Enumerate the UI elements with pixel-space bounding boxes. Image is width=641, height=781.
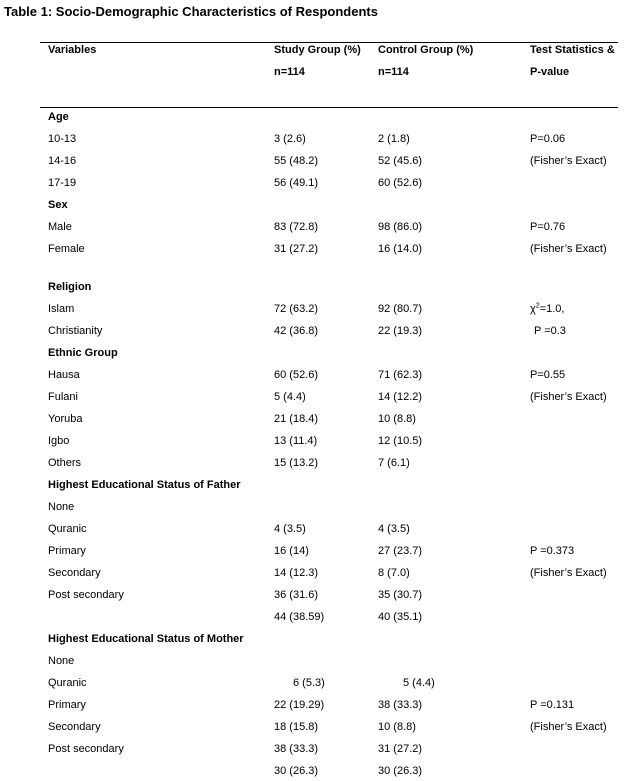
- row-label: Hausa: [48, 369, 80, 381]
- study-value: 30 (26.3): [274, 765, 319, 777]
- header-test-stats: Test Statistics &: [530, 44, 615, 56]
- row-label: Fulani: [48, 391, 78, 403]
- study-value: 3 (2.6): [274, 133, 306, 145]
- control-value: 7 (6.1): [378, 457, 410, 469]
- row-label: Male: [48, 221, 72, 233]
- row-label: Secondary: [48, 567, 101, 579]
- row-label: Yoruba: [48, 413, 83, 425]
- control-value: 30 (26.3): [378, 765, 423, 777]
- row-label: Igbo: [48, 435, 70, 447]
- test-stat: P =0.131: [530, 699, 575, 711]
- control-value: 71 (62.3): [378, 369, 423, 381]
- control-value: 35 (30.7): [378, 589, 423, 601]
- row-label: Primary: [48, 545, 86, 557]
- control-value: 12 (10.5): [378, 435, 423, 447]
- study-value: 31 (27.2): [274, 243, 319, 255]
- row-label: Christianity: [48, 325, 103, 337]
- control-value: 14 (12.2): [378, 391, 423, 403]
- row-label: Quranic: [48, 523, 87, 535]
- control-value: 10 (8.8): [378, 413, 416, 425]
- study-value: 5 (4.4): [274, 391, 306, 403]
- row-label: 17-19: [48, 177, 77, 189]
- row-label: Islam: [48, 303, 75, 315]
- control-value: 27 (23.7): [378, 545, 423, 557]
- chi-symbol: χ: [530, 303, 536, 315]
- study-value: 60 (52.6): [274, 369, 319, 381]
- test-stat: P =0.3: [534, 325, 566, 337]
- study-value: 38 (33.3): [274, 743, 319, 755]
- control-value: 8 (7.0): [378, 567, 410, 579]
- chi-value: =1.0,: [539, 303, 565, 315]
- test-stat: (Fisher’s Exact): [530, 721, 607, 733]
- section-sex: Sex: [48, 199, 68, 211]
- study-value: 15 (13.2): [274, 457, 319, 469]
- header-control-group: Control Group (%): [378, 44, 474, 56]
- table-title: Table 1: Socio-Demographic Characteristics of Respondents: [4, 4, 378, 19]
- control-value: 98 (86.0): [378, 221, 423, 233]
- study-value: 18 (15.8): [274, 721, 319, 733]
- section-mother-education: Highest Educational Status of Mother: [48, 633, 244, 645]
- control-value: 60 (52.6): [378, 177, 423, 189]
- row-label: None: [48, 501, 75, 513]
- row-label: Post secondary: [48, 589, 124, 601]
- control-value: 52 (45.6): [378, 155, 423, 167]
- section-ethnic-group: Ethnic Group: [48, 347, 118, 359]
- control-value: 22 (19.3): [378, 325, 423, 337]
- header-variables: Variables: [48, 44, 97, 56]
- header-control-n: n=114: [378, 66, 409, 78]
- row-label: 14-16: [48, 155, 77, 167]
- section-father-education: Highest Educational Status of Father: [48, 479, 241, 491]
- control-value: 38 (33.3): [378, 699, 423, 711]
- row-label: Secondary: [48, 721, 101, 733]
- study-value: 56 (49.1): [274, 177, 319, 189]
- study-value: 72 (63.2): [274, 303, 319, 315]
- test-stat: (Fisher’s Exact): [530, 391, 607, 403]
- test-stat: (Fisher’s Exact): [530, 567, 607, 579]
- table-top-rule: [40, 42, 618, 43]
- study-value: 14 (12.3): [274, 567, 319, 579]
- header-bottom-rule: [40, 107, 618, 108]
- control-value: 10 (8.8): [378, 721, 416, 733]
- control-value: 16 (14.0): [378, 243, 423, 255]
- chi-superscript: 2: [535, 302, 540, 310]
- row-label: None: [48, 655, 75, 667]
- study-value: 55 (48.2): [274, 155, 319, 167]
- row-label: Others: [48, 457, 82, 469]
- header-study-group: Study Group (%): [274, 44, 361, 56]
- control-value: 40 (35.1): [378, 611, 423, 623]
- row-label: Quranic: [48, 677, 87, 689]
- study-value: 83 (72.8): [274, 221, 319, 233]
- test-stat: P=0.06: [530, 133, 566, 145]
- study-value: 4 (3.5): [274, 523, 306, 535]
- test-stat: P =0.373: [530, 545, 575, 557]
- row-label: 10-13: [48, 133, 77, 145]
- test-stat: (Fisher’s Exact): [530, 243, 607, 255]
- study-value: 36 (31.6): [274, 589, 319, 601]
- control-value: 2 (1.8): [378, 133, 410, 145]
- control-value: 5 (4.4): [403, 677, 435, 689]
- section-age: Age: [48, 111, 69, 123]
- control-value: 92 (80.7): [378, 303, 423, 315]
- test-stat: P=0.55: [530, 369, 566, 381]
- study-value: 44 (38.59): [274, 611, 325, 623]
- test-stat: P=0.76: [530, 221, 566, 233]
- section-religion: Religion: [48, 281, 92, 293]
- row-label: Primary: [48, 699, 86, 711]
- test-stat: (Fisher’s Exact): [530, 155, 607, 167]
- control-value: 31 (27.2): [378, 743, 423, 755]
- study-value: 22 (19.29): [274, 699, 325, 711]
- row-label: Post secondary: [48, 743, 124, 755]
- control-value: 4 (3.5): [378, 523, 410, 535]
- row-label: Female: [48, 243, 85, 255]
- study-value: 13 (11.4): [274, 435, 318, 447]
- study-value: 6 (5.3): [293, 677, 325, 689]
- study-value: 21 (18.4): [274, 413, 319, 425]
- header-study-n: n=114: [274, 66, 305, 78]
- header-p-value: P-value: [530, 66, 570, 78]
- test-stat: [530, 303, 564, 316]
- study-value: 16 (14): [274, 545, 309, 557]
- study-value: 42 (36.8): [274, 325, 319, 337]
